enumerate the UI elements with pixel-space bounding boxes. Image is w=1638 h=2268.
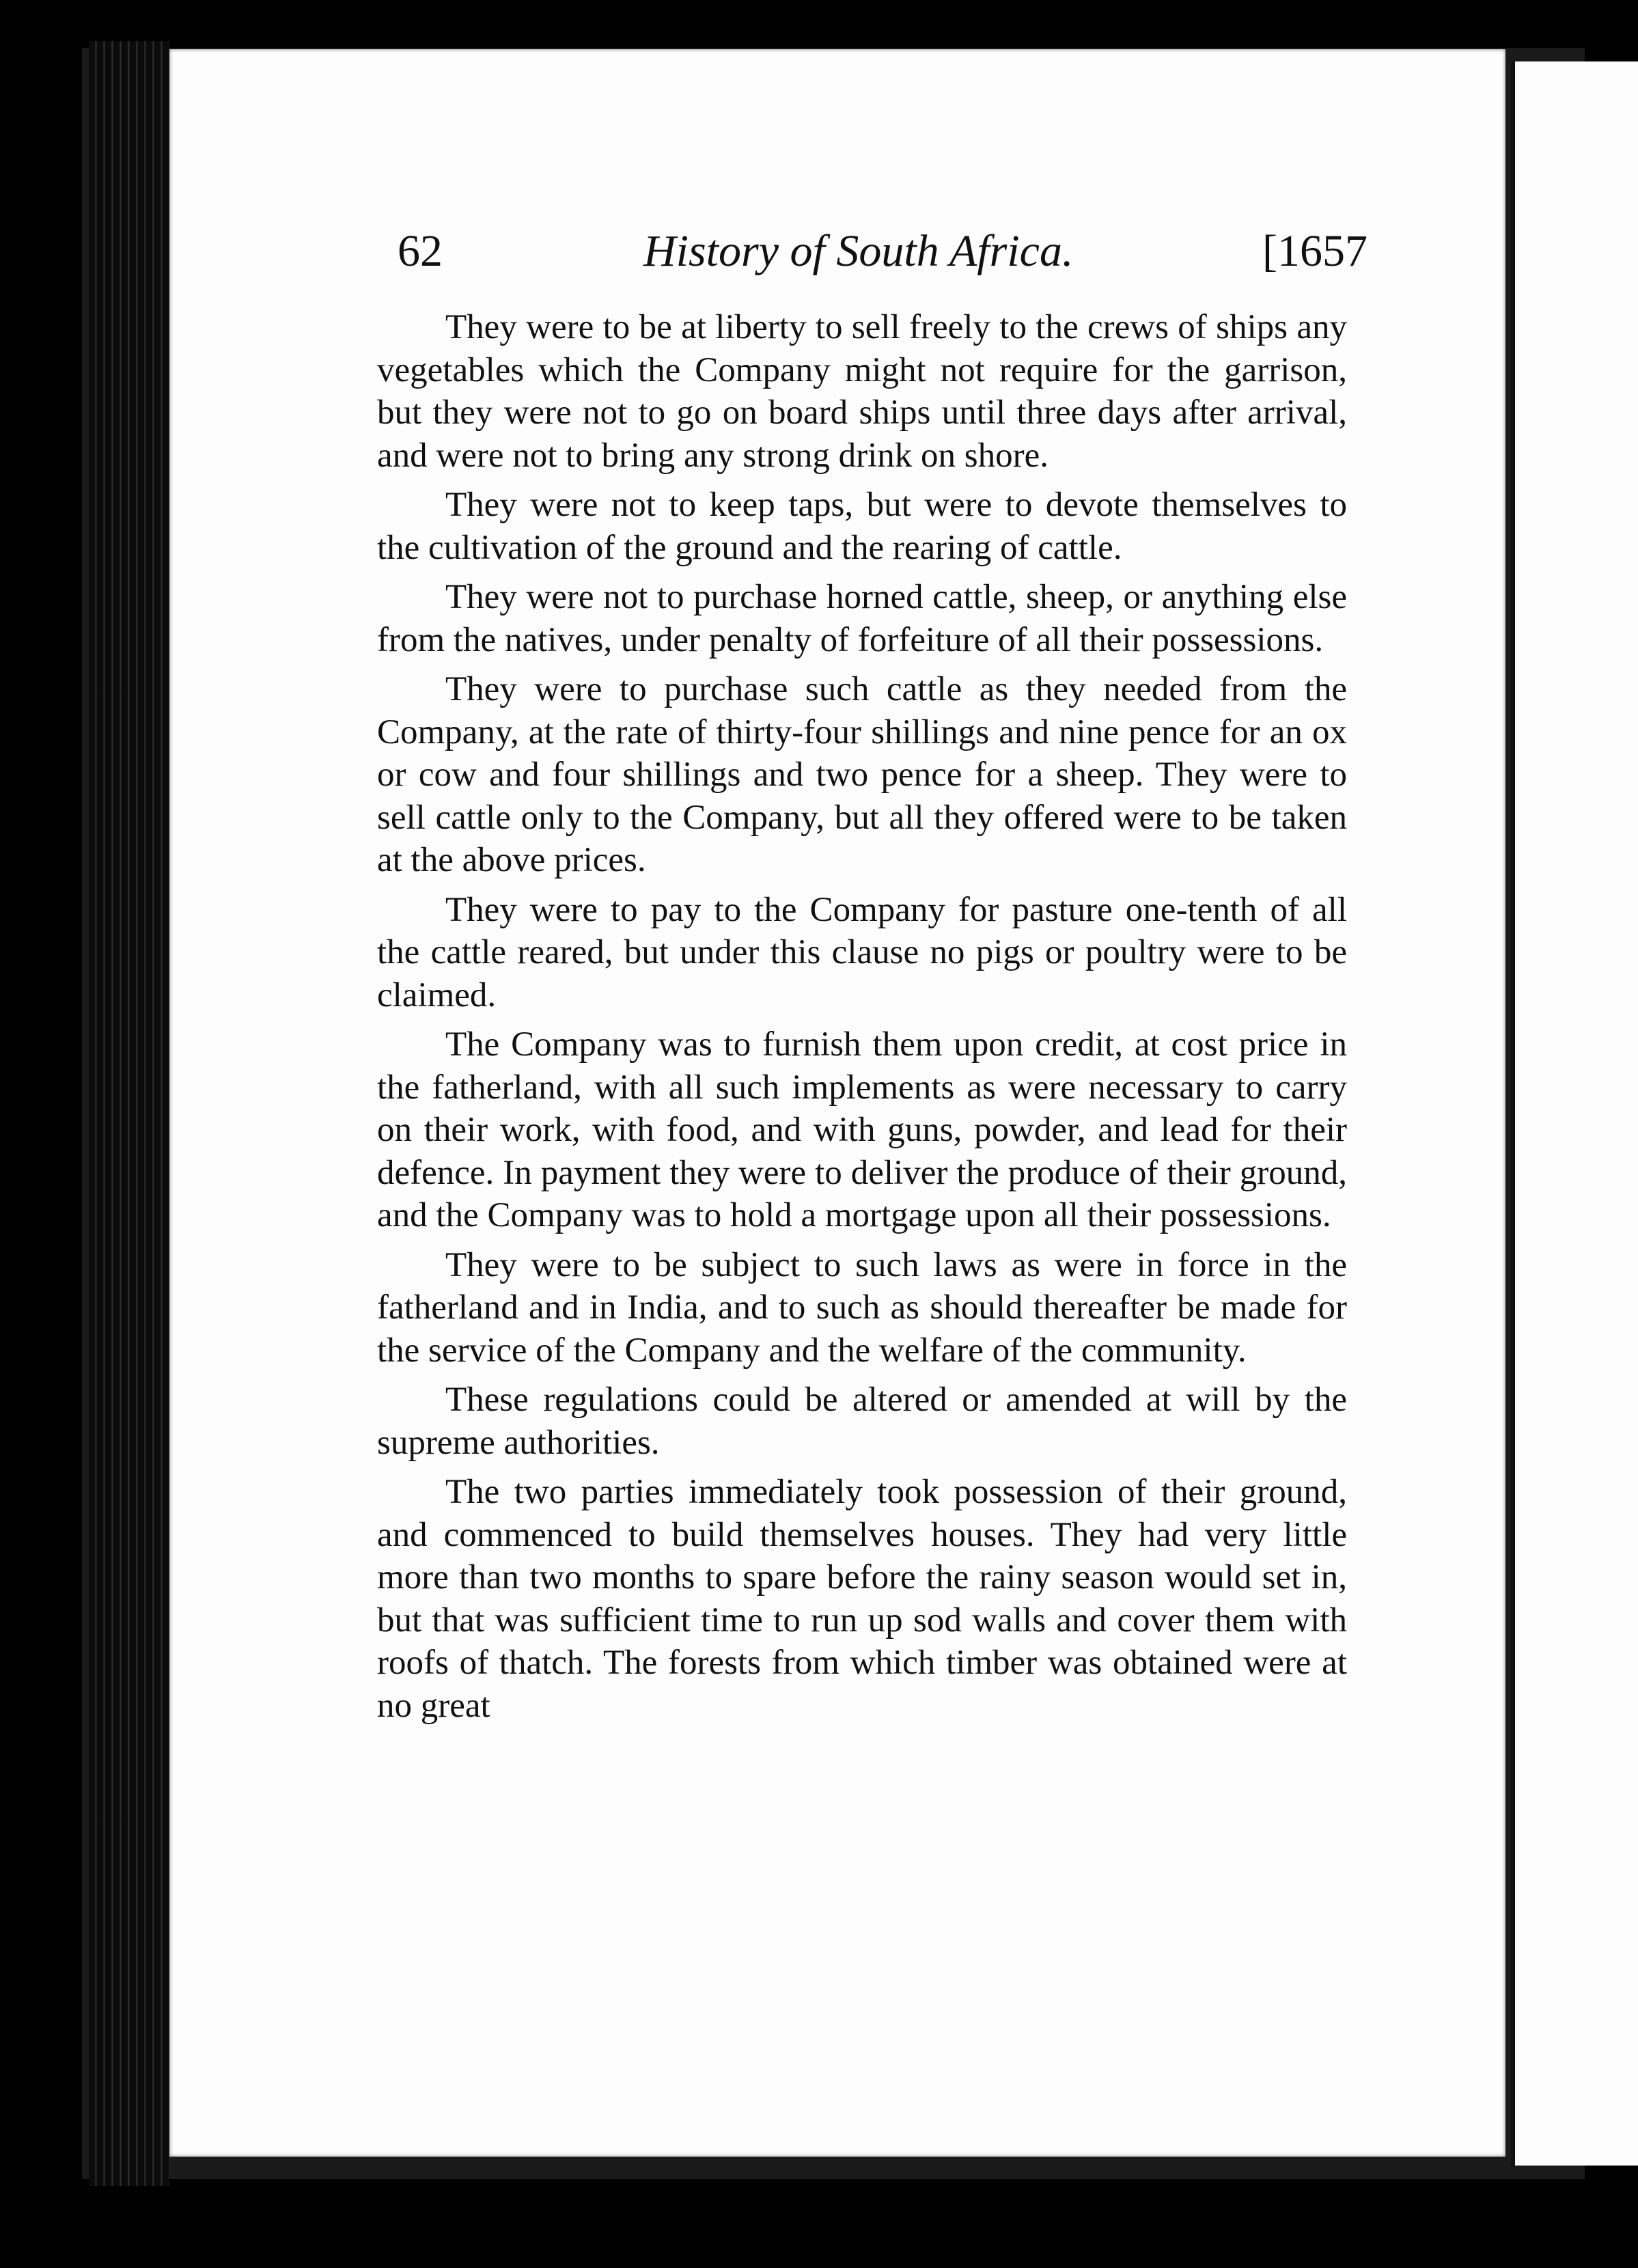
paragraph: They were not to purchase horned cattle, sheep, or anything else from the natives, under penalty of forfeiture of all their possessions. [377,578,1347,659]
body-text [377,306,1347,1734]
running-title: History of South Africa. [643,226,1074,276]
running-year: [1657 [1262,226,1368,276]
facing-page-edge [1511,61,1638,2166]
paragraph: They were to be subject to such laws as were in force in the fatherland and in India, and to such as should thereafter be made for the service of the Company and the welfare of the community. [377,1245,1347,1370]
paragraph: These regulations could be altered or amended at will by the supreme authorities. [377,1381,1347,1462]
paragraph: The two parties immediately took possession of their ground, and commenced to build themselves houses. They had very little more than two months to spare before the rainy season would set in, but that was sufficient time to run up sod walls and cover them with roofs of thatch. The forests from which timber was obtained were at no great [377,1473,1347,1725]
paragraph: The Company was to furnish them upon credit, at cost price in the fatherland, with all such implements as were necessary to carry on their work, with food, and with guns, powder, and lead for their defence. In payment they were to deliver the produce of their ground, and the Company was to hold a mortgage upon all their possessions. [377,1025,1347,1234]
book-gutter [89,41,169,2186]
paragraph: They were to purchase such cattle as they needed from the Company, at the rate of thirty-four shillings and nine pence for an ox or cow and four shillings and two pence for a sheep. They were to sell cattle only to the Company, but all they offered were to be taken at the above prices. [377,670,1347,879]
paragraph: They were not to keep taps, but were to devote themselves to the cultivation of the ground and the rearing of cattle. [377,486,1347,567]
paragraph: They were to be at liberty to sell freely to the crews of ships any vegetables which the Company might not require for the garrison, but they were not to go on board ships until three days after arrival, and were not to bring any strong drink on shore. [377,308,1347,475]
page-number: 62 [398,226,443,276]
running-head [398,225,1368,287]
paragraph: They were to pay to the Company for pasture one-tenth of all the cattle reared, but under this clause no pigs or poultry were to be claimed. [377,890,1347,1014]
